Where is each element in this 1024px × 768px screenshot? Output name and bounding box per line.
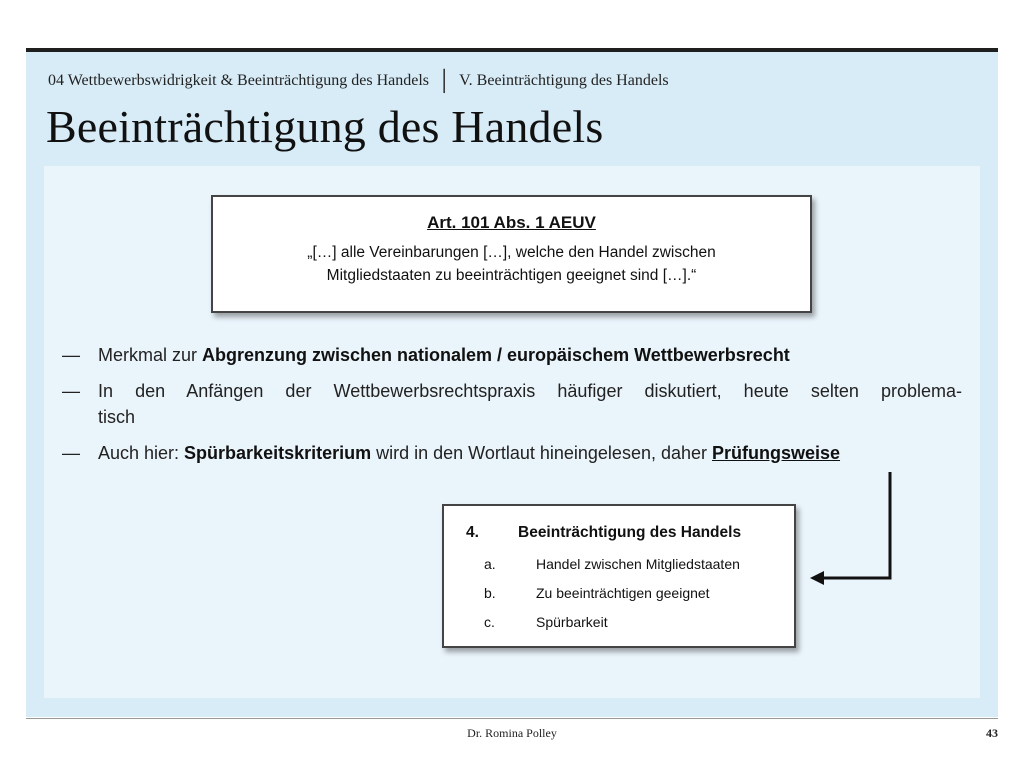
breadcrumb (48, 70, 669, 93)
breadcrumb-subsection: V. Beeinträchtigung des Handels (459, 72, 669, 89)
bullet-item (62, 440, 962, 466)
check-item-text: Zu beeinträchtigen geeignet (536, 585, 710, 601)
bullet-dash: — (62, 381, 80, 401)
pruefungsweise-link: Prüfungsweise (712, 443, 841, 463)
quote-box (211, 195, 812, 313)
quote-heading: Art. 101 Abs. 1 AEUV (427, 213, 596, 232)
check-scheme-item (484, 585, 710, 601)
check-scheme-item (484, 614, 608, 630)
footer-divider (26, 718, 998, 719)
bullet-text: wird in den Wortlaut hineingelesen, daher (371, 443, 712, 463)
footer-author: Dr. Romina Polley (467, 726, 557, 740)
check-scheme-heading (466, 524, 741, 542)
bullet-bold-text: Abgrenzung zwischen nationalem / europäischem Wettbewerbsrecht (202, 345, 790, 365)
check-scheme-box (442, 504, 796, 648)
check-scheme-item (484, 556, 740, 572)
check-item-text: Spürbarkeit (536, 614, 608, 630)
quote-line-1: „[…] alle Vereinbarungen […], welche den Handel zwischen (307, 244, 716, 261)
bullet-bold-text: Spürbarkeitskriterium (184, 443, 372, 463)
quote-line-2: Mitgliedstaaten zu beeinträchtigen geeignet sind […].“ (326, 267, 697, 284)
bullet-item (62, 342, 962, 368)
check-item-letter: b. (484, 585, 496, 601)
bullet-text-line-2: tisch (98, 407, 136, 427)
bullet-list (62, 342, 962, 476)
check-item-letter: c. (484, 614, 495, 630)
bullet-dash: — (62, 443, 80, 463)
bullet-text: Auch hier: (98, 443, 185, 463)
page-number: 43 (986, 726, 998, 740)
bullet-text-line-1: In den Anfängen der Wettbewerbsrechtspraxis häufiger diskutiert, heute selten problema- (98, 381, 962, 401)
check-item-letter: a. (484, 556, 496, 572)
quote-text (213, 241, 810, 287)
check-scheme-number: 4. (466, 524, 479, 541)
bullet-dash: — (62, 345, 80, 365)
elbow-arrow-left-icon (800, 470, 900, 590)
bullet-text: Merkmal zur (98, 345, 203, 365)
bullet-item (62, 378, 962, 430)
check-scheme-title: Beeinträchtigung des Handels (518, 524, 742, 541)
check-item-text: Handel zwischen Mitgliedstaaten (536, 556, 740, 572)
page-title: Beeinträchtigung des Handels (46, 101, 604, 152)
breadcrumb-separator: │ (437, 70, 452, 92)
breadcrumb-section: 04 Wettbewerbswidrigkeit & Beeinträchtigung des Handels (48, 72, 429, 89)
